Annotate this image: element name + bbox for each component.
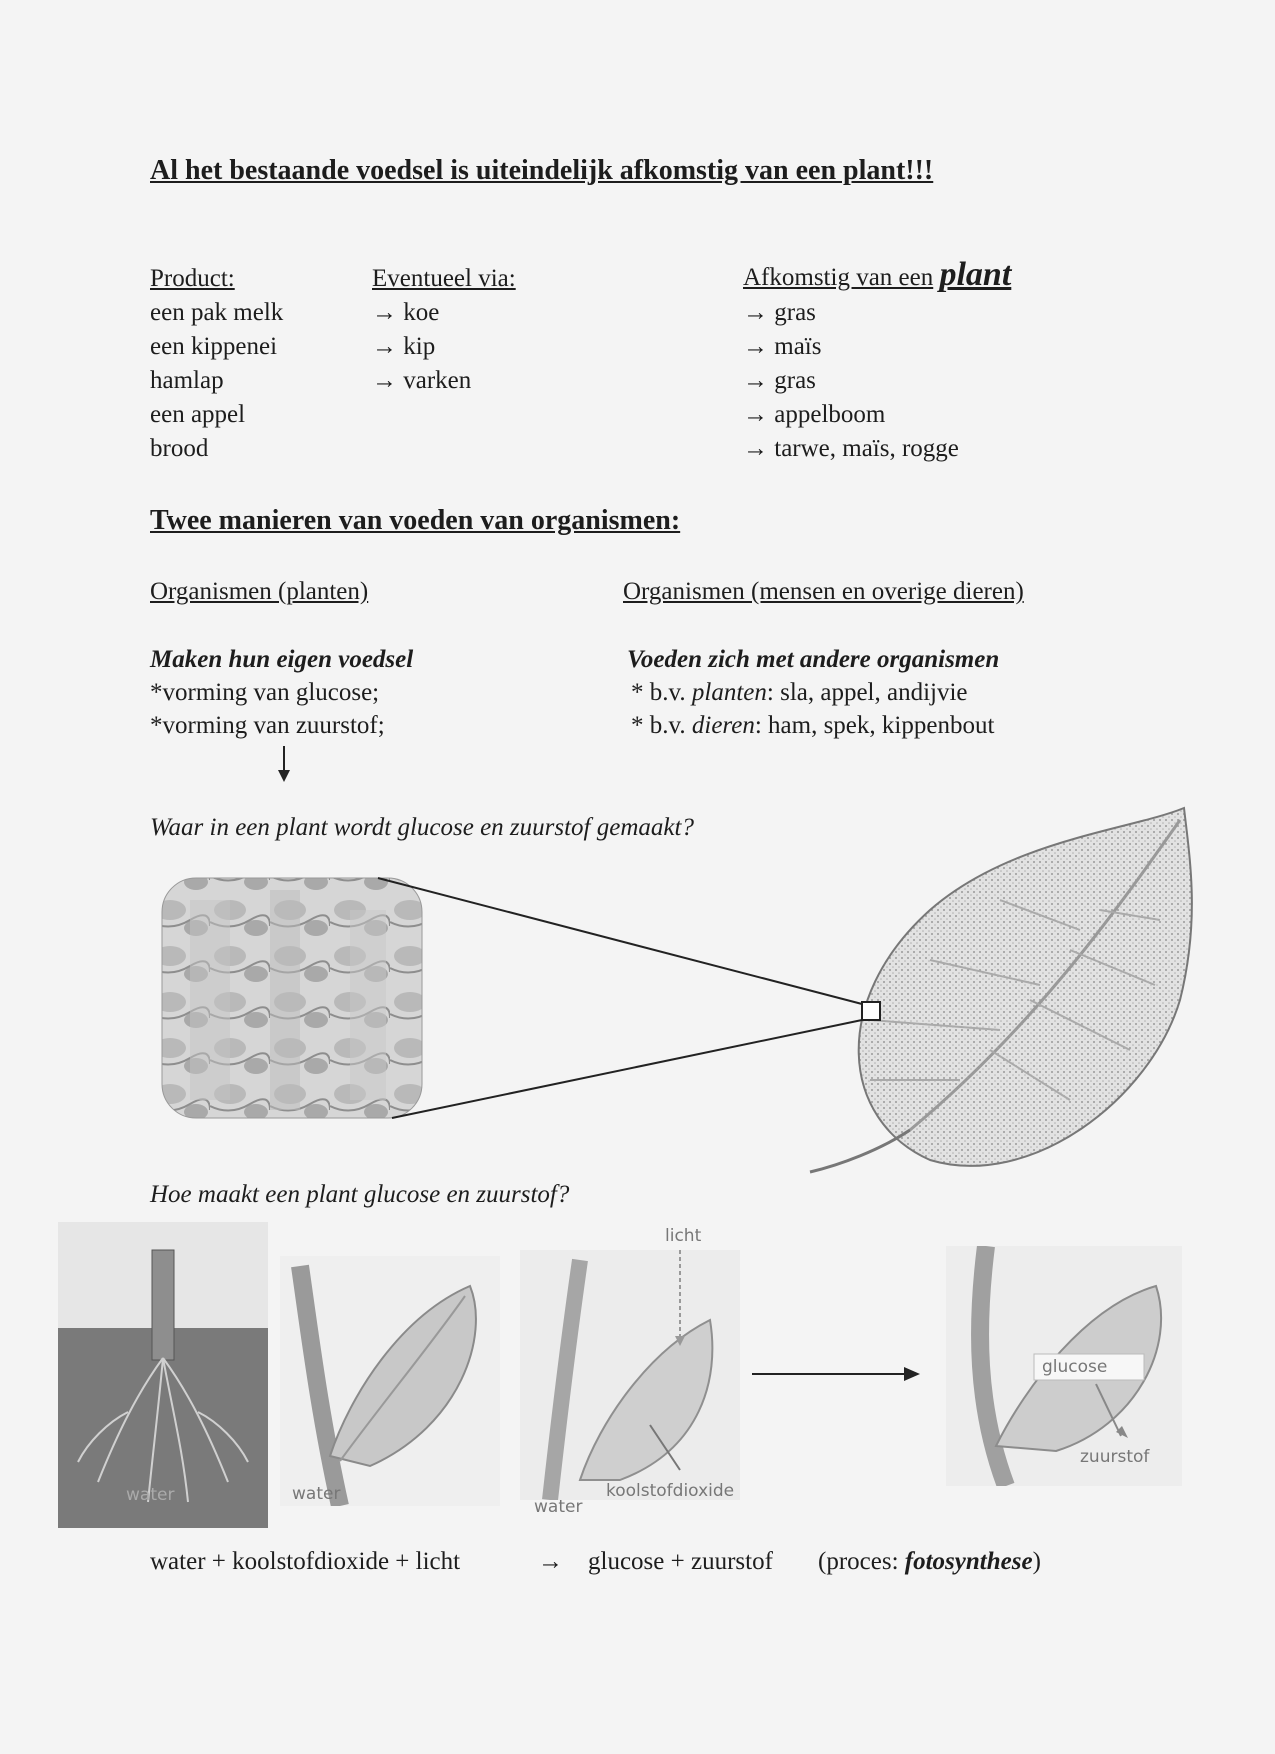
stem-leaf-panel — [280, 1256, 500, 1506]
right-col-item: * b.v. planten: sla, appel, andijvie — [631, 679, 968, 706]
label-water-1: water — [126, 1485, 175, 1505]
label-water-2: water — [292, 1484, 341, 1504]
label-water-3: water — [534, 1497, 583, 1517]
list-item: → tarwe, maïs, rogge — [743, 435, 959, 462]
header-via: Eventueel via: — [372, 265, 516, 292]
list-item: → koe — [372, 299, 440, 326]
left-col-item: *vorming van zuurstof; — [150, 712, 385, 739]
arrow-icon: → — [372, 367, 397, 394]
right-col-item: * b.v. dieren: ham, spek, kippenbout — [631, 712, 995, 739]
left-col-subheading: Maken hun eigen voedsel — [150, 646, 414, 673]
header-origin-prefix: Afkomstig van een — [743, 264, 934, 291]
origins-list — [743, 296, 959, 466]
question-how: Hoe maakt een plant glucose en zuurstof? — [150, 1181, 570, 1208]
label-zuurstof: zuurstof — [1080, 1447, 1150, 1467]
left-col-heading: Organismen (planten) — [150, 578, 369, 605]
arrow-icon: → — [743, 401, 768, 428]
list-item: → appelboom — [743, 401, 886, 428]
zoom-box — [862, 1002, 880, 1020]
leaf-zoom-illustration — [150, 800, 1210, 1190]
label-licht: licht — [665, 1226, 702, 1246]
list-item: → kip — [372, 333, 436, 360]
header-origin-emph: plant — [939, 256, 1012, 293]
list-item: hamlap — [150, 367, 224, 394]
header-origin — [743, 258, 1011, 295]
section-title: Twee manieren van voeden van organismen: — [150, 505, 681, 536]
via-list — [372, 296, 471, 398]
page-title: Al het bestaande voedsel is uiteindelijk afkomstig van een plant!!! — [150, 155, 934, 186]
arrow-icon: → — [743, 367, 768, 394]
equation-right: glucose + zuurstof — [588, 1548, 773, 1575]
list-item: een appel — [150, 401, 246, 428]
right-col-subheading: Voeden zich met andere organismen — [627, 646, 1000, 673]
list-item: → gras — [743, 367, 816, 394]
arrow-icon: → — [743, 435, 768, 462]
arrow-icon: → — [743, 333, 768, 360]
roots-panel — [58, 1222, 268, 1528]
equation-arrow-icon: → — [538, 1548, 563, 1575]
arrow-icon: → — [743, 299, 768, 326]
arrow-icon: → — [372, 299, 397, 326]
list-item: → maïs — [743, 333, 822, 360]
left-col-item: *vorming van glucose; — [150, 679, 380, 706]
list-item: een kippenei — [150, 333, 278, 360]
equation-left: water + koolstofdioxide + licht — [150, 1548, 461, 1575]
leaf-image — [859, 808, 1192, 1166]
list-item: een pak melk — [150, 299, 284, 326]
list-item: brood — [150, 435, 209, 462]
label-glucose: glucose — [1042, 1357, 1108, 1377]
right-col-heading: Organismen (mensen en overige dieren) — [623, 578, 1024, 605]
arrow-icon: → — [372, 333, 397, 360]
right-arrow-icon — [752, 1364, 924, 1384]
header-product: Product: — [150, 265, 235, 292]
list-item: → varken — [372, 367, 472, 394]
list-item: → gras — [743, 299, 816, 326]
equation-process: (proces: fotosynthese) — [818, 1548, 1041, 1575]
question-where: Waar in een plant wordt glucose en zuurstof gemaakt? — [150, 814, 694, 841]
label-koolstofdioxide: koolstofdioxide — [606, 1481, 735, 1501]
light-co2-panel — [520, 1250, 740, 1500]
products-list — [150, 296, 283, 466]
down-arrow-icon — [274, 744, 294, 784]
